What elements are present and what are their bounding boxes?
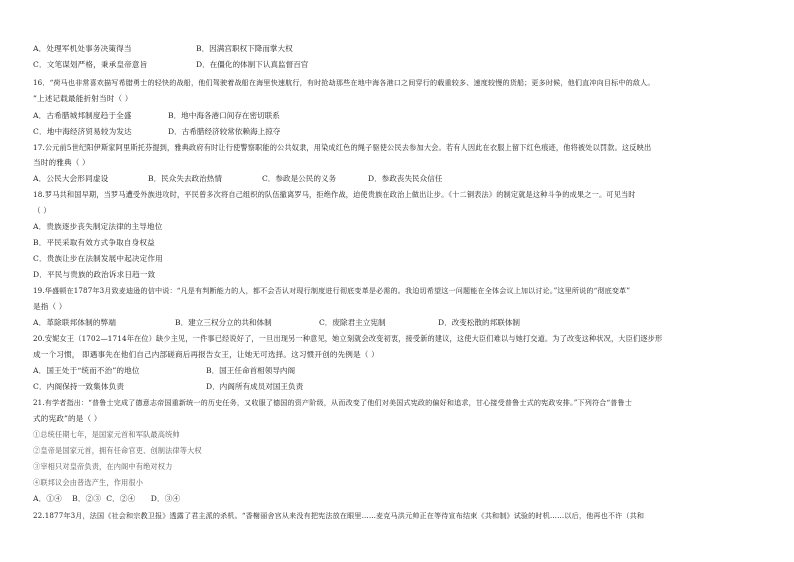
q17-option-d: D．参政丧失民众信任 xyxy=(368,174,443,183)
q20-option-d: D．内阁所有成员对国王负责 xyxy=(206,382,304,391)
q19-option-c: C．废除君主立宪制 xyxy=(319,318,386,327)
q20-stem-line2: 成一个习惯， 即遇事先在他们自己内部磋商后再报告女王，让她无可选择。这习惯开创的先例是（ ） xyxy=(33,350,379,359)
q15-option-b: B．因满宫职权下降而掌大权 xyxy=(196,44,293,53)
q21-item-1: ①总统任期七年，是国家元首和军队最高统帅 xyxy=(33,430,180,439)
q15-option-c: C．文笔谋划严格，秉承皇帝意旨 xyxy=(33,60,148,69)
q18-option-c: C．贵族让步在法制发展中起决定作用 xyxy=(33,254,163,263)
q21-item-3: ③宰相只对皇帝负责，在内阁中有绝对权力 xyxy=(33,462,173,471)
q20-stem-line1: 20.安妮女王（1702—1714年在位）缺少主见，一件事已经说好了，一旦出现另一种意见，她立刻就会改变初衷，接受新的建议，这使大臣们难以与她打交道。为了改变这种状况，大臣们逐步形 xyxy=(33,334,663,343)
q17-stem-line2: 当时的雅典（ ） xyxy=(33,158,90,167)
q18-stem-line2: （ ） xyxy=(33,206,52,215)
q20-option-c: C．内阁保持一致集体负责 xyxy=(33,382,125,391)
q16-option-c: C．地中海经济贸易较为发达 xyxy=(33,127,132,136)
q19-stem-line1: 19.华盛顿在1787年3月致麦迪逊的信中说：“凡是有判断能力的人，都不会否认对现行制度进行彻底变革是必需的。我迫切希望这一问题能在全体会议上加以讨论。”这里所说的“彻底变革” xyxy=(33,286,631,295)
q21-options: A．①④ B．②③ C．②④ D．③④ xyxy=(33,494,181,503)
q18-option-d: D．平民与贵族的政治诉求日趋一致 xyxy=(33,270,156,279)
q19-option-a: A．革除联邦体制的弊端 xyxy=(33,318,117,327)
q21-item-4: ④联邦议会由普选产生，作用很小 xyxy=(33,478,144,487)
q16-option-b: B．地中海各港口间存在密切联系 xyxy=(168,111,280,120)
q16-stem-line1: 16．“荷马也非常喜欢描写希腊勇士的轻快的战船，他们驾驶着战船在海里快速航行，有时抢劫那些在地中海各港口之间穿行的载重较多、速度较慢的货船；更多时候，他们直冲向目标中的敌人。 xyxy=(33,78,655,87)
q17-stem-line1: 17.公元前5世纪阳伊斯家阿里斯托芬提到，雅典政府有时让行使警察职能的公共奴隶，用染成红色的绳子驱使公民去参加大会。若有人因此在衣服上留下红色痕迹，他将被处以罚款。这反映出 xyxy=(33,143,652,152)
q21-stem-line1: 21.有学者指出：“普鲁士完成了德意志帝国重新统一的历史任务，又收服了德国的资产阶级，从而改变了他们对美国式宪政的偏好和追求，甘心接受普鲁士式的宪政安排。”下列符合“普鲁士 xyxy=(33,398,633,407)
q21-item-2: ②皇帝是国家元首，拥有任命官吏、创制法律等大权 xyxy=(33,446,202,455)
q15-option-d: D．在僵化的体制下认真监督百官 xyxy=(196,60,309,69)
q21-stem-line2: 式的宪政”的是（ ） xyxy=(33,414,102,423)
q18-option-b: B．平民采取有效方式争取自身权益 xyxy=(33,238,155,247)
q16-option-a: A．古希腊城邦制度趋于全盛 xyxy=(33,111,132,120)
q16-option-d: D．古希腊经济较常依赖海上掠夺 xyxy=(168,127,281,136)
q17-option-b: B．民众失去政治热情 xyxy=(148,174,222,183)
q19-stem-line2: 是指（ ） xyxy=(33,302,67,311)
q20-option-b: B．国王任命首相领导内阁 xyxy=(206,366,296,375)
q22-stem-line1: 22.1877年3月，法国《社会和宗教卫报》透露了君主派的杀机。“香榭丽舍宫从来没有把宪法放在眼里……麦克马洪元帅正在等待宣布结束《共和制》试验的时机……以后，他再也不许（共和 xyxy=(33,511,645,520)
q20-option-a: A．国王处于“统而不治”的地位 xyxy=(33,366,140,375)
q16-stem-line2: ”上述记载最能折射当时（ ） xyxy=(33,94,133,103)
q18-option-a: A．贵族逐步丧失制定法律的主导地位 xyxy=(33,222,163,231)
q19-option-d: D．改变松散的邦联体制 xyxy=(438,318,521,327)
q17-option-c: C．参政是公民的义务 xyxy=(262,174,337,183)
q17-option-a: A．公民大会形同虚设 xyxy=(33,174,109,183)
q18-stem-line1: 18.罗马共和国早期，当罗马遭受外族进攻时，平民曾多次将自己组织的队伍撤离罗马，拒绝作战，迫使贵族在政治上做出让步。《十二铜表法》的制定就是这种斗争的成果之一。可见当时 xyxy=(33,190,636,199)
q15-option-a: A．处理军机处事务决策得当 xyxy=(33,44,132,53)
q19-option-b: B．建立三权分立的共和体制 xyxy=(175,318,272,327)
